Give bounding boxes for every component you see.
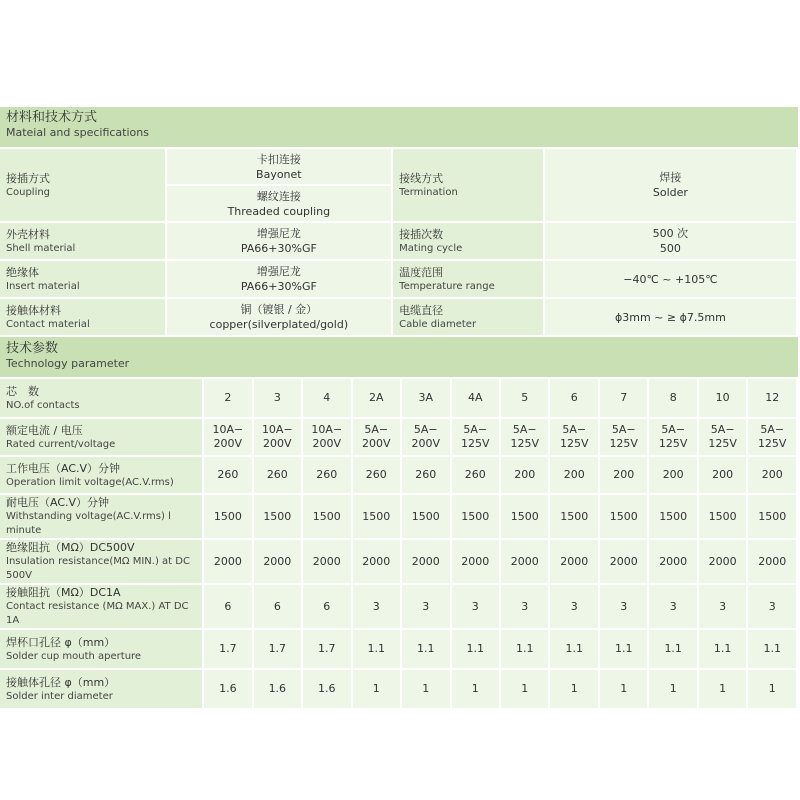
technology-value-cell: 200	[501, 457, 548, 493]
technology-label-cell	[0, 540, 202, 583]
technology-value-cell: 1500	[748, 495, 796, 538]
technology-value-cell: 1	[748, 670, 796, 708]
technology-value-cell: 3	[452, 585, 499, 628]
technology-row	[0, 419, 796, 455]
technology-value-cell: 5A− 125V	[501, 419, 548, 455]
coupling-option-zh: 螺纹连接	[256, 189, 301, 203]
technology-label-en: Contact resistance (MΩ MAX.) AT DC 1A	[6, 601, 189, 626]
materials-title-zh: 材料和技术方式	[6, 110, 98, 125]
technology-value-cell: 260	[402, 457, 449, 493]
technology-label-cell	[0, 670, 202, 708]
materials-value-zh: 500 次	[652, 227, 689, 240]
technology-value-cell: 6	[550, 379, 597, 417]
materials-value-cell	[545, 149, 796, 221]
technology-label-zh: 耐电压（AC.V）分钟	[6, 496, 110, 509]
technology-value-cell: 5A− 125V	[550, 419, 597, 455]
materials-label-en: Termination	[399, 186, 458, 198]
technology-value-cell: 1.1	[748, 630, 796, 668]
technology-value-cell: 6	[254, 585, 301, 628]
technology-row	[0, 379, 796, 417]
technology-value-cell: 200	[550, 457, 597, 493]
materials-row	[0, 223, 796, 259]
technology-title-zh: 技术参数	[6, 341, 59, 356]
coupling-option	[167, 149, 392, 186]
technology-value-cell: 1	[550, 670, 597, 708]
technology-value-cell: 1.1	[452, 630, 499, 668]
technology-value-cell: 2000	[402, 540, 449, 583]
technology-value-cell: 1.6	[204, 670, 251, 708]
materials-label-cell	[393, 299, 543, 335]
technology-value-cell: 2000	[254, 540, 301, 583]
materials-table	[0, 147, 798, 337]
technology-value-cell: 1500	[254, 495, 301, 538]
technology-label-zh: 工作电压（AC.V）分钟	[6, 461, 121, 475]
materials-value-cell	[545, 223, 796, 259]
technology-value-cell: 10A− 200V	[303, 419, 350, 455]
technology-value-cell: 5A− 125V	[699, 419, 746, 455]
technology-label-zh: 接触体孔径 φ（mm）	[6, 675, 116, 689]
technology-value-cell: 1	[353, 670, 400, 708]
materials-value-en: 500	[659, 242, 681, 255]
technology-value-cell: 1.1	[699, 630, 746, 668]
materials-label-zh: 接线方式	[399, 171, 444, 185]
technology-row	[0, 457, 796, 493]
coupling-option-zh: 卡扣连接	[256, 152, 301, 166]
materials-label-cell	[393, 149, 543, 221]
technology-value-cell: 1.7	[204, 630, 251, 668]
materials-value-cell	[545, 299, 796, 335]
technology-value-cell: 1500	[452, 495, 499, 538]
technology-value-cell: 1.1	[649, 630, 696, 668]
materials-label-zh: 电缆直径	[399, 303, 444, 317]
technology-value-cell: 2000	[501, 540, 548, 583]
technology-value-cell: 5A− 125V	[748, 419, 796, 455]
materials-value-cell	[167, 223, 392, 259]
materials-value-zh: 增强尼龙	[256, 265, 301, 278]
technology-value-cell: 200	[649, 457, 696, 493]
materials-value-en: −40℃ ~ +105℃	[623, 272, 718, 286]
materials-label-zh: 接插次数	[399, 227, 444, 241]
technology-label-zh: 接触阻抗（MΩ）DC1A	[6, 586, 121, 599]
technology-value-cell: 2A	[353, 379, 400, 417]
materials-row	[0, 299, 796, 335]
technology-label-cell	[0, 457, 202, 493]
technology-value-cell: 260	[254, 457, 301, 493]
technology-value-cell: 2000	[649, 540, 696, 583]
materials-label-en: Temperature range	[399, 280, 495, 292]
materials-label-zh: 外壳材料	[6, 227, 50, 241]
technology-section-header	[0, 337, 798, 377]
technology-row	[0, 585, 796, 628]
materials-label-zh: 接触体材料	[6, 303, 61, 317]
materials-label-zh: 绝缘体	[6, 265, 39, 279]
materials-label-cell	[393, 223, 543, 259]
coupling-option-en: Bayonet	[256, 167, 302, 181]
materials-value-en: ϕ3mm ~ ≥ ϕ7.5mm	[615, 310, 726, 324]
coupling-option-en: Threaded coupling	[227, 204, 331, 218]
technology-row	[0, 670, 796, 708]
technology-value-cell: 10	[699, 379, 746, 417]
technology-value-cell: 5A− 125V	[649, 419, 696, 455]
technology-value-cell: 2	[204, 379, 251, 417]
technology-title-en: Technology parameter	[6, 357, 130, 370]
technology-value-cell: 260	[452, 457, 499, 493]
technology-value-cell: 1.7	[303, 630, 350, 668]
technology-value-cell: 2000	[550, 540, 597, 583]
technology-label-en: Rated current/voltage	[6, 438, 116, 450]
materials-label-en: Insert material	[6, 280, 80, 292]
materials-label-cell	[0, 261, 165, 297]
technology-value-cell: 8	[649, 379, 696, 417]
technology-label-cell	[0, 379, 202, 417]
technology-value-cell: 3	[353, 585, 400, 628]
technology-label-en: NO.of contacts	[6, 399, 80, 411]
materials-label-en: Cable diameter	[399, 318, 477, 330]
technology-value-cell: 2000	[303, 540, 350, 583]
spec-sheet	[0, 107, 798, 710]
technology-value-cell: 1500	[303, 495, 350, 538]
technology-value-cell: 7	[600, 379, 647, 417]
technology-value-cell: 1500	[402, 495, 449, 538]
technology-value-cell: 1	[402, 670, 449, 708]
materials-value-en: Solder	[652, 186, 688, 199]
technology-label-cell	[0, 495, 202, 538]
materials-label-zh: 接插方式	[6, 171, 50, 185]
materials-label-en: Contact material	[6, 318, 90, 330]
technology-label-zh: 额定电流 / 电压	[6, 423, 83, 437]
technology-label-en: Solder cup mouth aperture	[6, 650, 142, 662]
technology-row	[0, 540, 796, 583]
technology-value-cell: 3	[600, 585, 647, 628]
technology-value-cell: 1500	[649, 495, 696, 538]
materials-value-en: copper(silverplated/gold)	[209, 318, 349, 331]
technology-value-cell: 1500	[699, 495, 746, 538]
technology-label-en: Withstanding voltage(AC.V.rms) l minute	[6, 511, 171, 536]
technology-value-cell: 3	[254, 379, 301, 417]
technology-value-cell: 10A− 200V	[204, 419, 251, 455]
materials-label-cell	[0, 149, 165, 221]
technology-value-cell: 1500	[501, 495, 548, 538]
coupling-option	[167, 186, 392, 221]
technology-value-cell: 260	[303, 457, 350, 493]
technology-value-cell: 1.6	[254, 670, 301, 708]
technology-value-cell: 6	[303, 585, 350, 628]
technology-value-cell: 3	[550, 585, 597, 628]
technology-value-cell: 3	[501, 585, 548, 628]
technology-value-cell: 5	[501, 379, 548, 417]
technology-value-cell: 5A− 125V	[452, 419, 499, 455]
technology-label-zh: 焊杯口孔径 φ（mm）	[6, 635, 116, 649]
materials-value-en: PA66+30%GF	[240, 242, 317, 255]
technology-value-cell: 4A	[452, 379, 499, 417]
technology-row	[0, 630, 796, 668]
technology-value-cell: 3	[699, 585, 746, 628]
technology-value-cell: 1	[501, 670, 548, 708]
technology-value-cell: 3	[649, 585, 696, 628]
materials-value-cell	[167, 299, 392, 335]
materials-value-cell	[545, 261, 796, 297]
technology-value-cell: 1.1	[501, 630, 548, 668]
materials-label-cell	[393, 261, 543, 297]
materials-row	[0, 149, 796, 221]
technology-value-cell: 2000	[699, 540, 746, 583]
technology-value-cell: 3	[748, 585, 796, 628]
materials-value-cell	[167, 261, 392, 297]
technology-value-cell: 1	[649, 670, 696, 708]
technology-value-cell: 2000	[748, 540, 796, 583]
technology-value-cell: 1500	[204, 495, 251, 538]
technology-label-cell	[0, 630, 202, 668]
technology-label-en: Operation limit voltage(AC.V.rms)	[6, 476, 174, 488]
technology-value-cell: 200	[748, 457, 796, 493]
materials-section-header	[0, 107, 798, 147]
technology-value-cell: 2000	[353, 540, 400, 583]
materials-value-zh: 焊接	[659, 171, 682, 184]
technology-value-cell: 1	[452, 670, 499, 708]
technology-value-cell: 4	[303, 379, 350, 417]
technology-value-cell: 1500	[353, 495, 400, 538]
technology-value-cell: 1.1	[402, 630, 449, 668]
technology-value-cell: 1.7	[254, 630, 301, 668]
technology-value-cell: 1500	[550, 495, 597, 538]
technology-value-cell: 1.1	[353, 630, 400, 668]
technology-value-cell: 12	[748, 379, 796, 417]
materials-label-en: Shell material	[6, 242, 76, 254]
technology-value-cell: 200	[600, 457, 647, 493]
technology-value-cell: 5A− 200V	[402, 419, 449, 455]
materials-value-zh: 增强尼龙	[256, 227, 301, 240]
technology-value-cell: 10A− 200V	[254, 419, 301, 455]
technology-value-cell: 2000	[600, 540, 647, 583]
technology-value-cell: 1.1	[550, 630, 597, 668]
technology-label-cell	[0, 585, 202, 628]
technology-value-cell: 1.6	[303, 670, 350, 708]
materials-label-en: Mating cycle	[399, 242, 463, 254]
materials-row	[0, 261, 796, 297]
technology-value-cell: 1	[699, 670, 746, 708]
technology-label-zh: 绝缘阻抗（MΩ）DC500V	[6, 541, 135, 554]
materials-value-cell	[167, 149, 392, 221]
technology-value-cell: 5A− 125V	[600, 419, 647, 455]
technology-value-cell: 6	[204, 585, 251, 628]
materials-label-zh: 温度范围	[399, 265, 444, 279]
technology-value-cell: 2000	[452, 540, 499, 583]
technology-label-cell	[0, 419, 202, 455]
technology-value-cell: 1500	[600, 495, 647, 538]
materials-title-en: Mateial and specifications	[6, 126, 149, 139]
technology-value-cell: 1.1	[600, 630, 647, 668]
technology-label-en: Solder inter diameter	[6, 690, 113, 702]
technology-value-cell: 2000	[204, 540, 251, 583]
materials-value-en: PA66+30%GF	[240, 280, 317, 293]
technology-value-cell: 5A− 200V	[353, 419, 400, 455]
technology-value-cell: 1	[600, 670, 647, 708]
materials-value-zh: 铜（镀银 / 金）	[240, 303, 318, 316]
technology-value-cell: 260	[353, 457, 400, 493]
technology-label-zh: 芯 数	[6, 384, 39, 398]
materials-label-cell	[0, 299, 165, 335]
technology-row	[0, 495, 796, 538]
technology-table	[0, 377, 798, 710]
materials-label-cell	[0, 223, 165, 259]
technology-value-cell: 3A	[402, 379, 449, 417]
technology-label-en: Insulation resistance(MΩ MIN.) at DC 500V	[6, 556, 190, 581]
materials-label-en: Coupling	[6, 186, 51, 198]
technology-value-cell: 3	[402, 585, 449, 628]
technology-value-cell: 200	[699, 457, 746, 493]
technology-value-cell: 260	[204, 457, 251, 493]
